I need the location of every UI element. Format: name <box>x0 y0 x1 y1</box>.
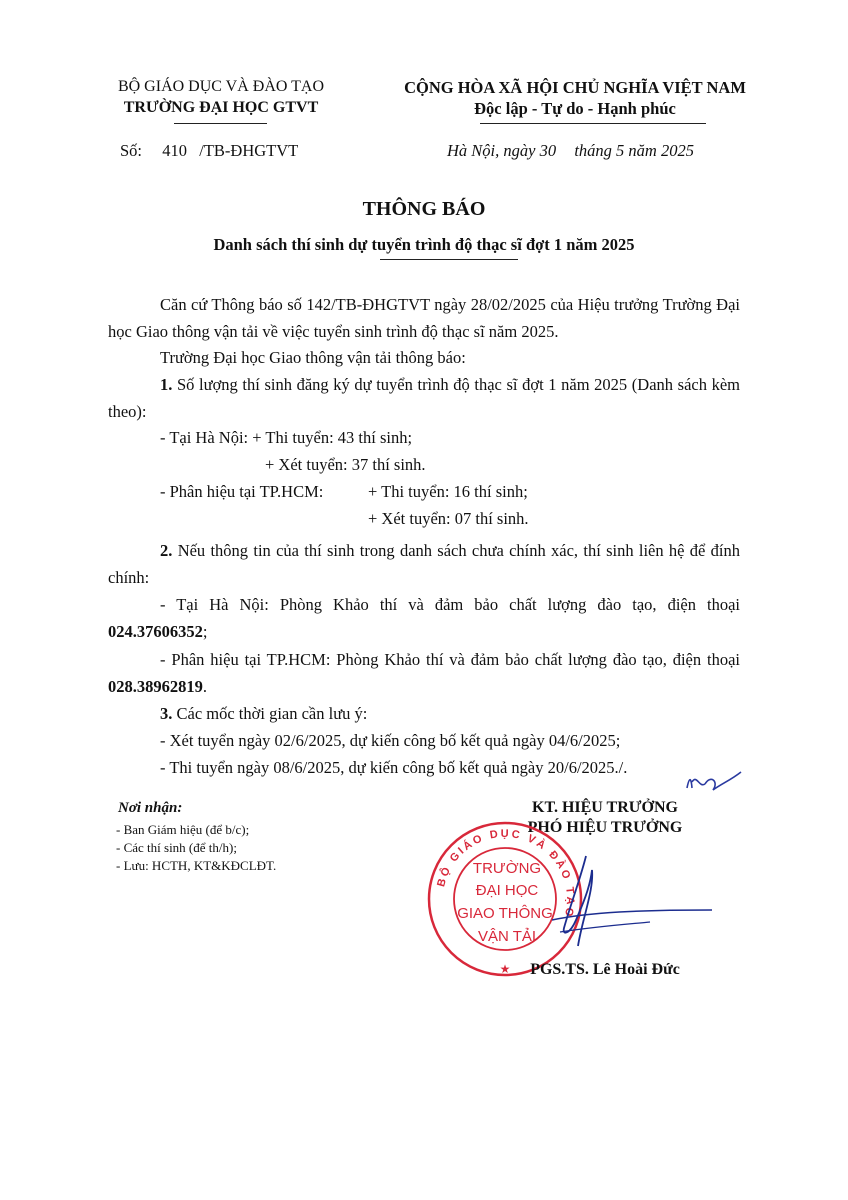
item-2-number: 2. <box>160 541 173 560</box>
school-name: TRƯỜNG ĐẠI HỌC GTVT <box>123 99 319 116</box>
handwritten-signature <box>500 850 720 960</box>
hanoi-review-count: + Xét tuyển: 37 thí sinh. <box>265 455 426 474</box>
hcm-review-count: + Xét tuyển: 07 thí sinh. <box>368 509 529 528</box>
place-day: Hà Nội, ngày 30 <box>447 141 557 160</box>
stamp-ring-text: BỘ GIÁO DỤC VÀ ĐÀO TẠO <box>435 827 577 920</box>
motto-underline <box>480 123 706 124</box>
hcm-contact <box>108 647 740 700</box>
exam-schedule: - Thi tuyển ngày 08/6/2025, dự kiến công bố kết quả ngày 20/6/2025./. <box>160 758 628 777</box>
recipients-label: Nơi nhận: <box>118 800 183 816</box>
stamp-line-2: ĐẠI HỌC <box>475 882 539 899</box>
stamp-line-1: TRƯỜNG <box>472 860 542 877</box>
item-3-number: 3. <box>160 704 173 723</box>
recipient-item: - Các thí sinh (để th/h); <box>116 840 237 855</box>
national-motto: Độc lập - Tự do - Hạnh phúc <box>474 99 676 118</box>
hanoi-phone-end: ; <box>202 621 208 641</box>
document-number: 410 <box>162 141 188 160</box>
document-number-suffix: /TB-ĐHGTVT <box>199 141 299 160</box>
hanoi-exam-count: - Tại Hà Nội: + Thi tuyển: 43 thí sinh; <box>160 428 413 447</box>
place-date <box>447 141 694 161</box>
stamp-star-icon: ★ <box>499 962 511 976</box>
stamp-line-3: GIAO THÔNG <box>457 905 553 922</box>
hcm-phone-end: . <box>202 676 207 696</box>
basis-paragraph: Căn cứ Thông báo số 142/TB-ĐHGTVT ngày 28/02/2025 của Hiệu trưởng Trường Đại học Giao thông vận tải về việc tuyển sinh trình độ thạc sĩ năm 2025. <box>108 295 740 341</box>
hanoi-phone: 024.37606352 <box>108 621 203 641</box>
country-name: CỘNG HÒA XÃ HỘI CHỦ NGHĨA VIỆT NAM <box>404 78 746 97</box>
number-label: Số: <box>120 141 143 160</box>
item-1 <box>108 372 740 425</box>
subtitle-underline <box>380 259 518 260</box>
ministry-name: BỘ GIÁO DỤC VÀ ĐÀO TẠO <box>117 78 325 95</box>
document-number-line <box>120 141 298 161</box>
stamp-line-4: VẬN TẢI <box>477 928 537 945</box>
school-underline <box>174 123 267 124</box>
item-3-text: Các mốc thời gian cần lưu ý: <box>176 704 368 723</box>
hanoi-contact-text: - Tại Hà Nội: Phòng Khảo thí và đảm bảo chất lượng đào tạo, điện thoại <box>160 595 740 614</box>
recipient-item: - Ban Giám hiệu (để b/c); <box>116 822 250 837</box>
hcm-phone: 028.38962819 <box>108 676 203 696</box>
item-1-text: Số lượng thí sinh đăng ký dự tuyển trình độ thạc sĩ đợt 1 năm 2025 (Danh sách kèm theo): <box>108 375 740 421</box>
document-title: THÔNG BÁO <box>362 198 486 220</box>
signer-name: PGS.TS. Lê Hoài Đức <box>530 961 680 978</box>
signature-on-behalf: KT. HIỆU TRƯỞNG <box>532 799 678 816</box>
hcm-branch-label: - Phân hiệu tại TP.HCM: <box>160 482 324 501</box>
signature-position: PHÓ HIỆU TRƯỞNG <box>527 819 683 836</box>
intro-line: Trường Đại học Giao thông vận tải thông báo: <box>160 348 466 367</box>
hcm-exam-count: + Thi tuyển: 16 thí sinh; <box>368 482 528 501</box>
hanoi-contact <box>108 592 740 645</box>
item-1-number: 1. <box>160 375 173 394</box>
document-subtitle: Danh sách thí sinh dự tuyển trình độ thạc sĩ đợt 1 năm 2025 <box>213 235 635 254</box>
month-year: tháng 5 năm 2025 <box>574 141 694 160</box>
item-2-text: Nếu thông tin của thí sinh trong danh sách chưa chính xác, thí sinh liên hệ để đính chính: <box>108 541 741 587</box>
hcm-contact-text: - Phân hiệu tại TP.HCM: Phòng Khảo thí và đảm bảo chất lượng đào tạo, điện thoại <box>160 650 740 669</box>
recipient-item: - Lưu: HCTH, KT&KĐCLĐT. <box>116 858 277 873</box>
item-2 <box>108 538 740 591</box>
review-schedule: - Xét tuyển ngày 02/6/2025, dự kiến công bố kết quả ngày 04/6/2025; <box>160 731 621 750</box>
item-3 <box>108 701 740 728</box>
initials-mark <box>675 768 745 800</box>
